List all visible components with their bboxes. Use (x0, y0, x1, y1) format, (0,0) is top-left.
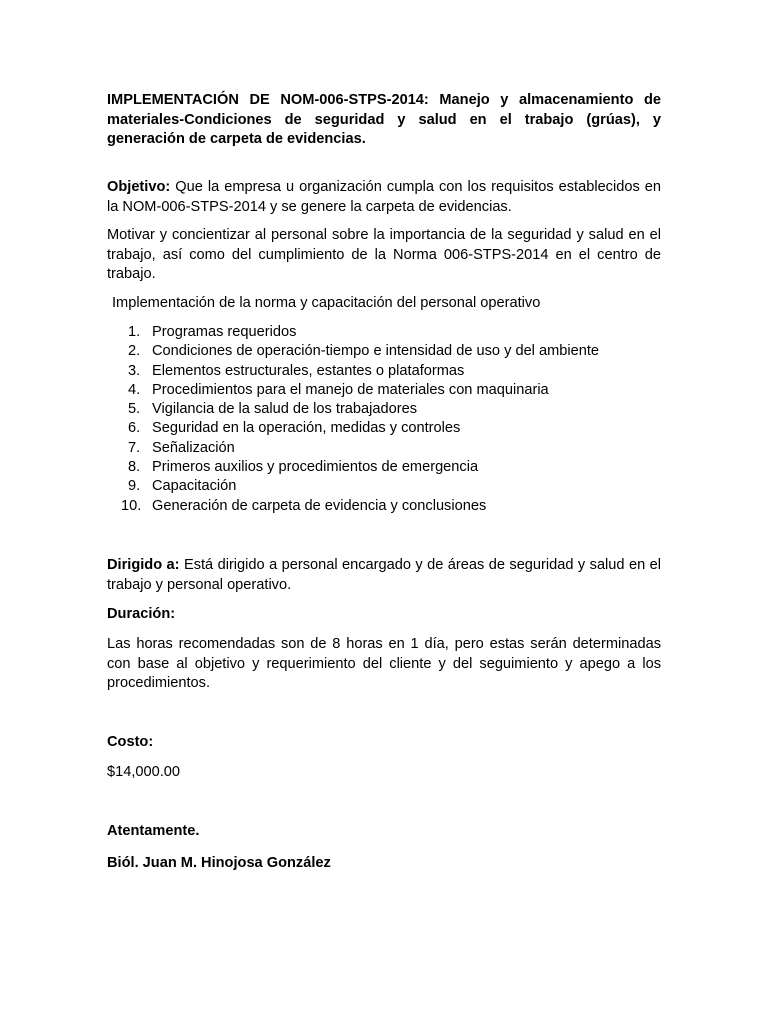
signature-name: Biól. Juan M. Hinojosa González (107, 855, 331, 871)
implementation-intro: Implementación de la norma y capacitación del personal operativo (112, 295, 541, 311)
list-item (107, 497, 661, 516)
list-item-number: 2. (128, 343, 141, 360)
list-item-text: Capacitación (152, 478, 237, 495)
list-item (107, 439, 661, 458)
list-item-text: Programas requeridos (152, 324, 297, 340)
document-title: IMPLEMENTACIÓN DE NOM-006-STPS-2014: Manejo y almacenamiento de materiales-Condiciones de seguridad y salud en el trabajo (grúas), y generación de carpeta de evidencias. (107, 92, 661, 147)
objective-paragraph (107, 178, 661, 217)
list-item-number: 8. (128, 459, 141, 476)
objective-text: Que la empresa u organización cumpla con los requisitos establecidos en la NOM-006-STPS-2014 y se genere la carpeta de evidencias. (107, 179, 661, 215)
list-item (107, 362, 661, 381)
list-item-text: Generación de carpeta de evidencia y conclusiones (152, 497, 487, 514)
audience-paragraph (107, 556, 661, 595)
list-item-text: Señalización (152, 439, 235, 456)
list-item (107, 381, 661, 400)
list-item-number: 5. (128, 401, 141, 418)
list-item (107, 419, 661, 438)
list-item-number: 9. (128, 478, 141, 495)
motivation-paragraph: Motivar y concientizar al personal sobre la importancia de la seguridad y salud en el trabajo, así como del cumplimiento de la Norma 006-STPS-2014 en el centro de trabajo. (107, 227, 661, 282)
objective-label: Objetivo: (107, 179, 171, 195)
closing-text: Atentamente. (107, 823, 200, 839)
document-page (107, 0, 661, 1024)
list-item-text: Procedimientos para el manejo de materiales con maquinaria (152, 381, 549, 398)
audience-label: Dirigido a: (107, 557, 180, 573)
list-item-text: Condiciones de operación-tiempo e intensidad de uso y del ambiente (152, 343, 600, 360)
list-item (107, 400, 661, 419)
list-item (107, 458, 661, 477)
cost-heading: Costo: (107, 734, 154, 750)
list-item-text: Vigilancia de la salud de los trabajadores (152, 401, 418, 418)
list-item-text: Primeros auxilios y procedimientos de emergencia (152, 459, 479, 476)
list-item-number: 1. (128, 324, 141, 340)
list-item (107, 323, 661, 342)
duration-heading: Duración: (107, 606, 176, 622)
audience-text: Está dirigido a personal encargado y de áreas de seguridad y salud en el trabajo y personal operativo. (107, 557, 661, 593)
duration-paragraph: Las horas recomendadas son de 8 horas en 1 día, pero estas serán determinadas con base al objetivo y requerimiento del cliente y del seguimiento y apego a los procedimientos. (107, 636, 661, 691)
list-item-number: 4. (128, 381, 141, 398)
list-item-number: 3. (128, 362, 141, 379)
topics-list (107, 323, 661, 516)
list-item-text: Seguridad en la operación, medidas y controles (152, 420, 461, 437)
list-item-number: 7. (128, 439, 141, 456)
list-item-text: Elementos estructurales, estantes o plataformas (152, 362, 465, 379)
list-item (107, 477, 661, 496)
list-item-number: 10. (121, 497, 142, 514)
list-item (107, 342, 661, 361)
cost-value: $14,000.00 (107, 764, 181, 780)
list-item-number: 6. (128, 420, 141, 437)
